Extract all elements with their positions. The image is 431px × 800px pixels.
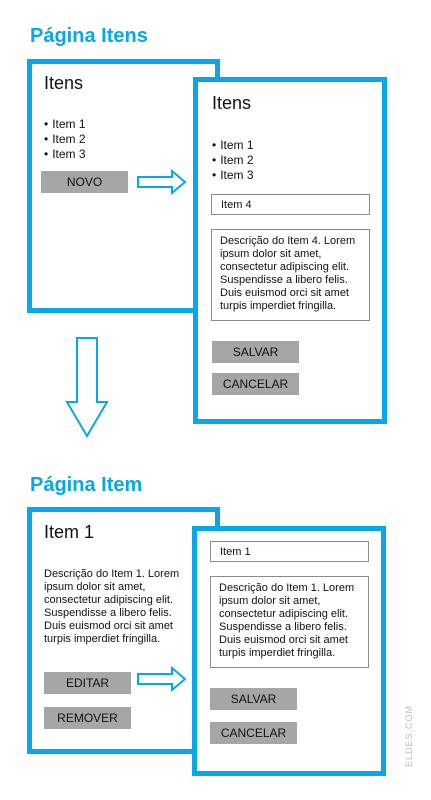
item-description-textarea[interactable]: Descrição do Item 1. Lorem ipsum dolor sit amet, consectetur adipiscing elit. Suspendisse a libero felis. Duis euismod orci sit amet turpis imperdiet fringilla. [210,576,369,668]
item-page-heading: Página Item [30,474,143,496]
save-button[interactable]: SALVAR [212,341,299,363]
edit-item-screen [192,526,386,776]
item-description-textarea[interactable]: Descrição do Item 4. Lorem ipsum dolor sit amet, consectetur adipiscing elit. Suspendisse a libero felis. Duis euismod orci sit amet turpis imperdiet fringilla. [211,229,370,321]
item-list [44,117,86,162]
item-list [212,138,254,183]
edit-button[interactable]: EDITAR [44,672,131,694]
cancel-button[interactable]: CANCELAR [212,373,299,395]
item-detail-title: Item 1 [44,522,95,542]
list-page-heading: Página Itens [30,25,148,47]
list-item[interactable]: • Item 3 [44,147,86,162]
list-screen [27,59,220,313]
new-item-screen-title: Itens [212,93,252,113]
save-button[interactable]: SALVAR [210,688,297,710]
watermark-text: ELDES.COM [404,704,415,768]
list-item[interactable]: • Item 2 [44,132,86,147]
remove-button[interactable]: REMOVER [44,707,131,729]
item-name-input[interactable]: Item 4 [211,194,370,215]
list-screen-title: Itens [44,73,84,93]
down-arrow-icon [65,337,109,439]
watermark [394,704,424,768]
new-button[interactable]: NOVO [41,171,128,193]
list-item[interactable]: • Item 1 [212,138,254,153]
list-item[interactable]: • Item 2 [212,153,254,168]
cancel-button[interactable]: CANCELAR [210,722,297,744]
list-item[interactable]: • Item 3 [212,168,254,183]
right-arrow-icon [137,170,187,194]
item-description: Descrição do Item 1. Lorem ipsum dolor sit amet, consectetur adipiscing elit. Suspendisse a libero felis. Duis euismod orci sit amet turpis imperdiet fringilla. [44,568,180,645]
list-item[interactable]: • Item 1 [44,117,86,132]
item-name-input[interactable]: Item 1 [210,541,369,562]
right-arrow-icon [137,667,187,691]
new-item-screen [193,77,387,424]
